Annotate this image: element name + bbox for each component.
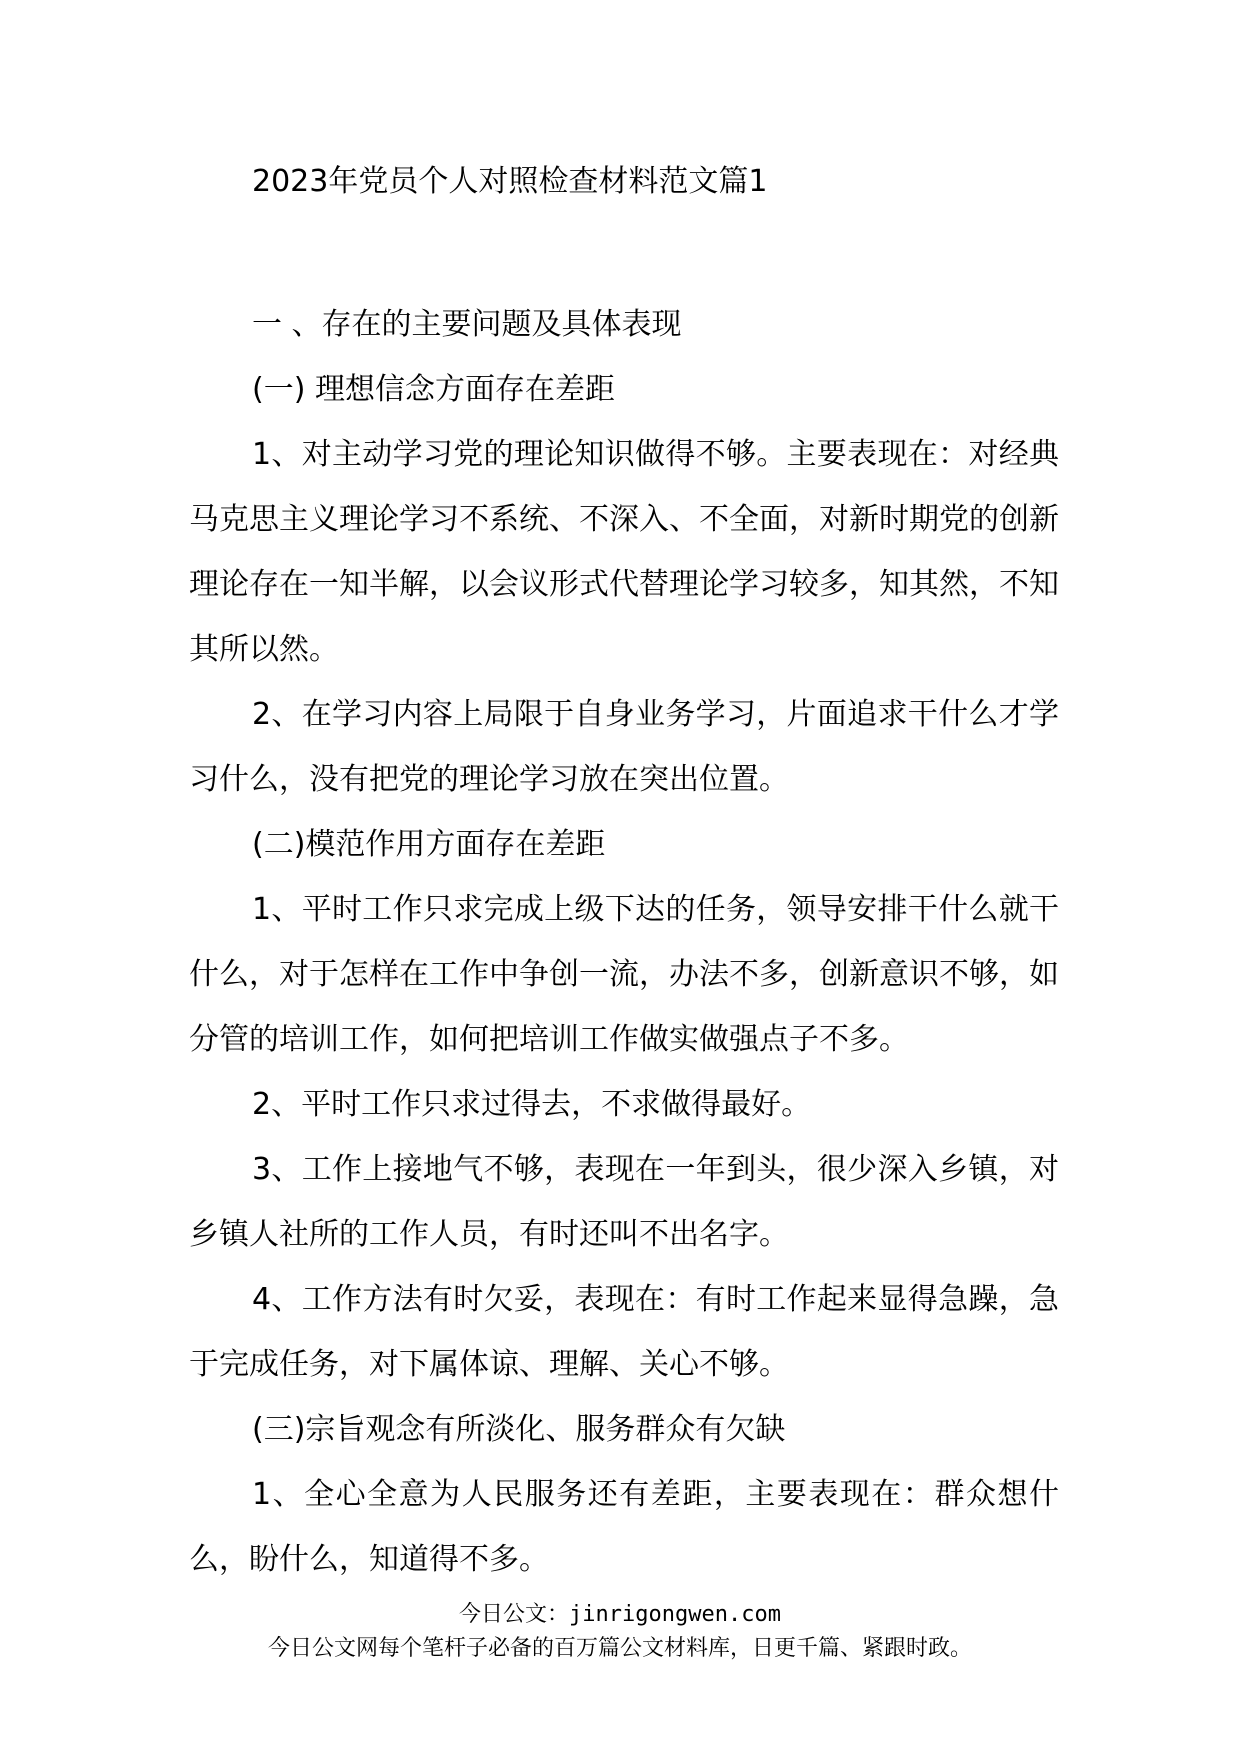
subsection-heading: (三)宗旨观念有所淡化、服务群众有欠缺: [252, 1412, 786, 1447]
subsection-heading: (二)模范作用方面存在差距: [252, 827, 606, 862]
document-body: [189, 160, 1059, 1592]
subsection-heading: (一) 理想信念方面存在差距: [252, 372, 615, 407]
document-title: 2023年党员个人对照检查材料范文篇1: [252, 164, 768, 199]
paragraph: 1、对主动学习党的理论知识做得不够。主要表现在：对经典马克思主义理论学习不系统、不深入、不全面，对新时期党的创新理论存在一知半解，以会议形式代替理论学习较多，知其然，不知其所以然。: [189, 437, 1059, 667]
paragraph: 1、全心全意为人民服务还有差距，主要表现在：群众想什么，盼什么，知道得不多。: [189, 1477, 1059, 1577]
paragraph: 1、平时工作只求完成上级下达的任务，领导安排干什么就干什么，对于怎样在工作中争创一流，办法不多，创新意识不够，如分管的培训工作，如何把培训工作做实做强点子不多。: [189, 892, 1059, 1057]
footer-slogan: 今日公文网每个笔杆子必备的百万篇公文材料库，日更千篇、紧跟时政。: [267, 1636, 972, 1661]
section-heading: 一 、存在的主要问题及具体表现: [252, 307, 682, 342]
paragraph: 2、在学习内容上局限于自身业务学习，片面追求干什么才学习什么，没有把党的理论学习放在突出位置。: [189, 697, 1059, 797]
paragraph: 2、平时工作只求过得去，不求做得最好。: [252, 1087, 812, 1122]
paragraph: 3、工作上接地气不够，表现在一年到头，很少深入乡镇，对乡镇人社所的工作人员，有时还叫不出名字。: [189, 1152, 1059, 1252]
paragraph: 4、工作方法有时欠妥，表现在：有时工作起来显得急躁，急于完成任务，对下属体谅、理解、关心不够。: [189, 1282, 1059, 1382]
footer-website: 今日公文：jinrigongwen.com: [459, 1602, 781, 1627]
page-footer: [0, 1598, 1240, 1666]
